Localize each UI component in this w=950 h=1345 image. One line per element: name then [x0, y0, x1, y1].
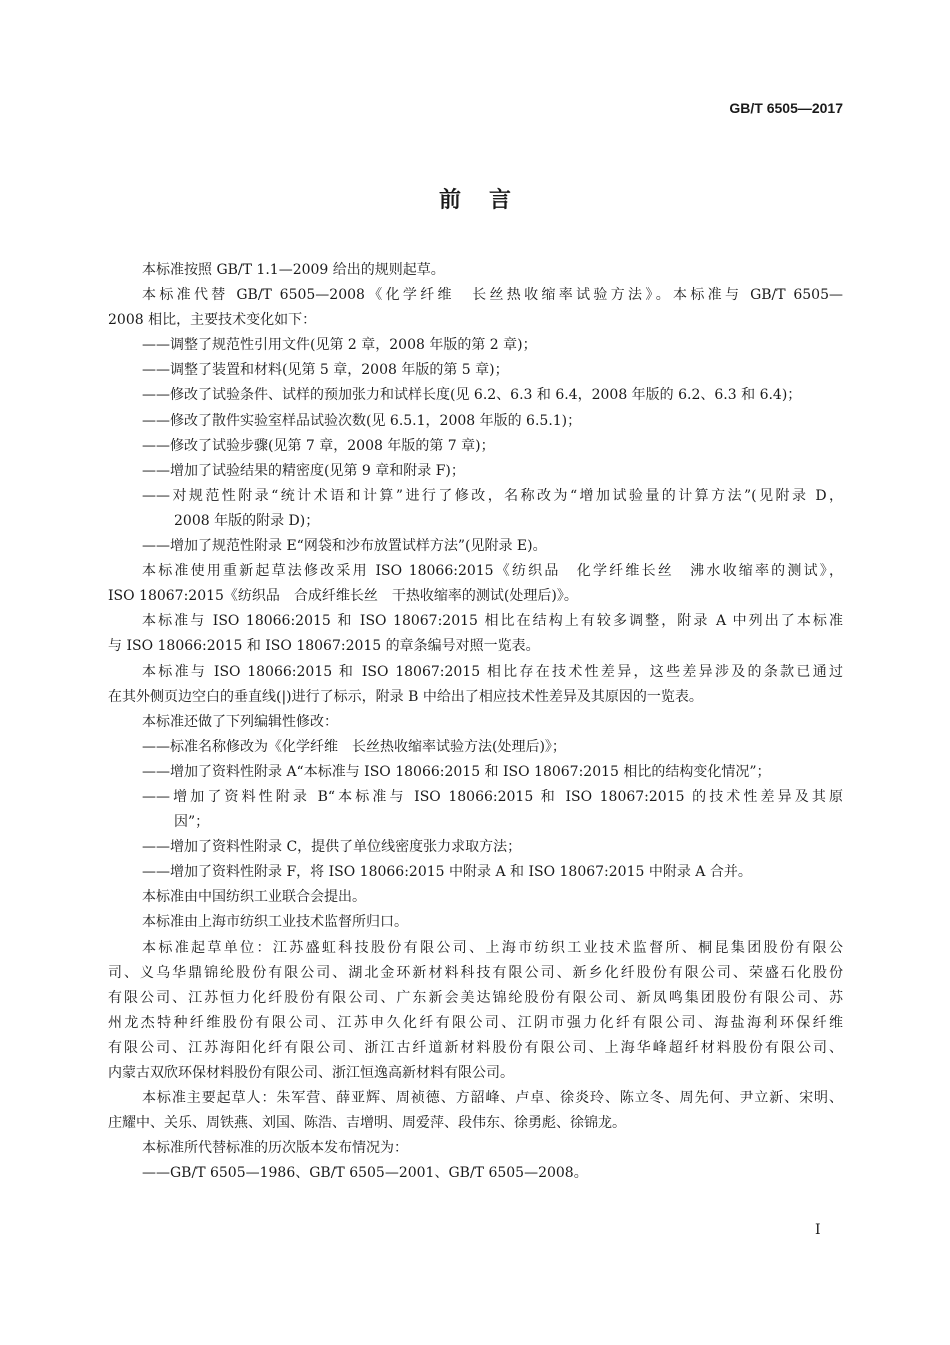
list-item: ——增加了规范性附录 E“网袋和沙布放置试样方法”(见附录 E)。 [142, 538, 547, 555]
paragraph-line: 本标准代替 GB/T 6505—2008《化学纤维 长丝热收缩率试验方法》。本标准与 GB/T 6505— [142, 287, 843, 304]
paragraph-line: 本标准所代替标准的历次版本发布情况为： [142, 1140, 408, 1157]
paragraph-line: 司、义乌华鼎锦纶股份有限公司、湖北金环新材料科技有限公司、新乡化纤股份有限公司、荣盛石化股份 [108, 964, 843, 981]
list-item: ——增加了资料性附录 A“本标准与 ISO 18066:2015 和 ISO 18067:2015 相比的结构变化情况”； [142, 763, 771, 780]
paragraph-line: 有限公司、江苏恒力化纤股份有限公司、广东新会美达锦纶股份有限公司、新凤鸣集团股份有限公司、苏 [108, 989, 843, 1006]
paragraph-line: 本标准由上海市纺织工业技术监督所归口。 [142, 914, 408, 931]
list-item: ——调整了规范性引用文件(见第 2 章，2008 年版的第 2 章)； [142, 337, 537, 354]
list-item: ——GB/T 6505—1986、GB/T 6505—2001、GB/T 6505—2008。 [142, 1165, 588, 1182]
list-item: ——修改了试验条件、试样的预加张力和试样长度(见 6.2、6.3 和 6.4，2008 年版的 6.2、6.3 和 6.4)； [142, 387, 802, 404]
paragraph-line: 在其外侧页边空白的垂直线(|)进行了标示，附录 B 中给出了相应技术性差异及其原因的一览表。 [108, 688, 703, 705]
paragraph-line: 内蒙古双欣环保材料股份有限公司、浙江恒逸高新材料有限公司。 [108, 1065, 514, 1081]
list-item: ——增加了试验结果的精密度(见第 9 章和附录 F)； [142, 462, 465, 479]
paragraph-line: 庄耀中、关乐、周铁燕、刘国、陈浩、吉增明、周爱萍、段伟东、徐勇彪、徐锦龙。 [108, 1115, 626, 1132]
list-item: ——增加了资料性附录 F，将 ISO 18066:2015 中附录 A 和 ISO 18067:2015 中附录 A 合并。 [142, 864, 752, 881]
list-item: ——对规范性附录“统计术语和计算”进行了修改，名称改为“增加试验量的计算方法”(见附录 D， [142, 487, 843, 504]
paragraph-line: 有限公司、江苏海阳化纤有限公司、浙江古纤道新材料股份有限公司、上海华峰超纤材料股份有限公司、 [108, 1039, 843, 1056]
list-item: ——修改了散件实验室样品试验次数(见 6.5.1，2008 年版的 6.5.1)； [142, 412, 582, 429]
paragraph-line: 本标准由中国纺织工业联合会提出。 [142, 889, 366, 906]
paragraph-line: ISO 18067:2015《纺织品 合成纤维长丝 干热收缩率的测试(处理后)》。 [108, 588, 578, 605]
paragraph-line: 与 ISO 18066:2015 和 ISO 18067:2015 的章条编号对照一览表。 [108, 638, 540, 655]
paragraph-line: 本标准与 ISO 18066:2015 和 ISO 18067:2015 相比存在技术性差异，这些差异涉及的条款已通过 [142, 663, 843, 680]
paragraph-line: 2008 相比，主要技术变化如下： [108, 312, 317, 329]
paragraph-line: 州龙杰特种纤维股份有限公司、江苏申久化纤有限公司、江阴市强力化纤有限公司、海盐海利环保纤维 [108, 1014, 843, 1031]
list-item-continuation: 因”； [174, 814, 210, 831]
paragraph-line: 本标准按照 GB/T 1.1—2009 给出的规则起草。 [142, 262, 445, 278]
page-number: I [815, 1222, 821, 1238]
page-title: 前言 [438, 187, 539, 213]
paragraph-line: 本标准起草单位：江苏盛虹科技股份有限公司、上海市纺织工业技术监督所、桐昆集团股份有限公 [142, 939, 843, 956]
standard-number: GB/T 6505—2017 [729, 100, 843, 116]
list-item: ——调整了装置和材料(见第 5 章，2008 年版的第 5 章)； [142, 362, 509, 379]
paragraph-line: 本标准与 ISO 18066:2015 和 ISO 18067:2015 相比在结构上有较多调整，附录 A 中列出了本标准 [142, 613, 843, 630]
list-item: ——修改了试验步骤(见第 7 章，2008 年版的第 7 章)； [142, 437, 495, 454]
list-item: ——增加了资料性附录 B“本标准与 ISO 18066:2015 和 ISO 18067:2015 的技术性差异及其原 [142, 788, 843, 805]
paragraph-line: 本标准使用重新起草法修改采用 ISO 18066:2015《纺织品 化学纤维长丝 沸水收缩率的测试》， [142, 563, 843, 580]
list-item: ——增加了资料性附录 C，提供了单位线密度张力求取方法； [142, 839, 522, 856]
paragraph-line: 本标准还做了下列编辑性修改： [142, 713, 338, 730]
foreword-body [108, 258, 843, 1186]
list-item: ——标准名称修改为《化学纤维 长丝热收缩率试验方法(处理后)》； [142, 738, 566, 755]
list-item-continuation: 2008 年版的附录 D)； [174, 512, 320, 529]
paragraph-line: 本标准主要起草人：朱军营、薛亚辉、周祯德、方韶峰、卢卓、徐炎玲、陈立冬、周先何、尹立新、宋明、 [142, 1090, 843, 1107]
